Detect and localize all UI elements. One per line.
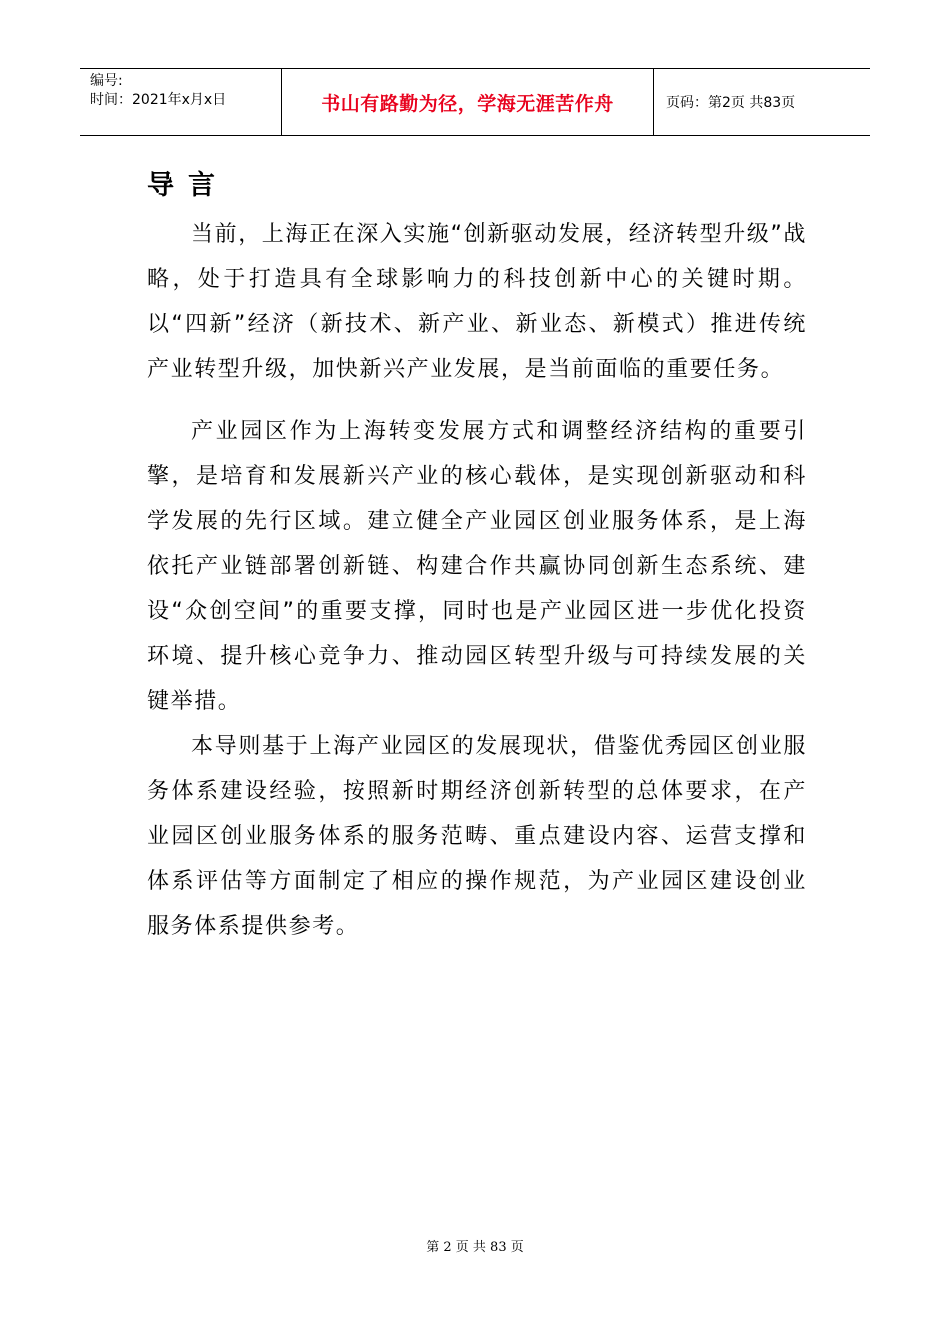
- header-motto: 书山有路勤为径，学海无涯苦作舟: [282, 69, 654, 135]
- document-number-label: 编号:: [90, 73, 123, 89]
- document-body: [147, 212, 807, 949]
- body-paragraph: 当前，上海正在深入实施“创新驱动发展，经济转型升级”战略，处于打造具有全球影响力的科技创新中心的关键时期。以“四新”经济（新技术、新产业、新业态、新模式）推进传统产业转型升级，加快新兴产业发展，是当前面临的重要任务。: [147, 222, 807, 382]
- body-paragraph: 产业园区作为上海转变发展方式和调整经济结构的重要引擎，是培育和发展新兴产业的核心载体，是实现创新驱动和科学发展的先行区域。建立健全产业园区创业服务体系，是上海依托产业链部署创新链、构建合作共赢协同创新生态系统、建设“众创空间”的重要支撑，同时也是产业园区进一步优化投资环境、提升核心竞争力、推动园区转型升级与可持续发展的关键举措。: [147, 419, 807, 714]
- header-meta-cell: [80, 69, 282, 135]
- header-page-info: 页码：第2页 共83页: [666, 95, 796, 111]
- document-time-label: 时间：2021年x月x日: [90, 92, 227, 108]
- body-paragraph: 本导则基于上海产业园区的发展现状，借鉴优秀园区创业服务体系建设经验，按照新时期经济创新转型的总体要求，在产业园区创业服务体系的服务范畴、重点建设内容、运营支撑和体系评估等方面制定了相应的操作规范，为产业园区建设创业服务体系提供参考。: [147, 734, 807, 939]
- section-heading: 导言: [147, 170, 229, 201]
- page-footer: 第 2 页 共 83 页: [426, 1240, 524, 1255]
- page-header: [80, 68, 870, 136]
